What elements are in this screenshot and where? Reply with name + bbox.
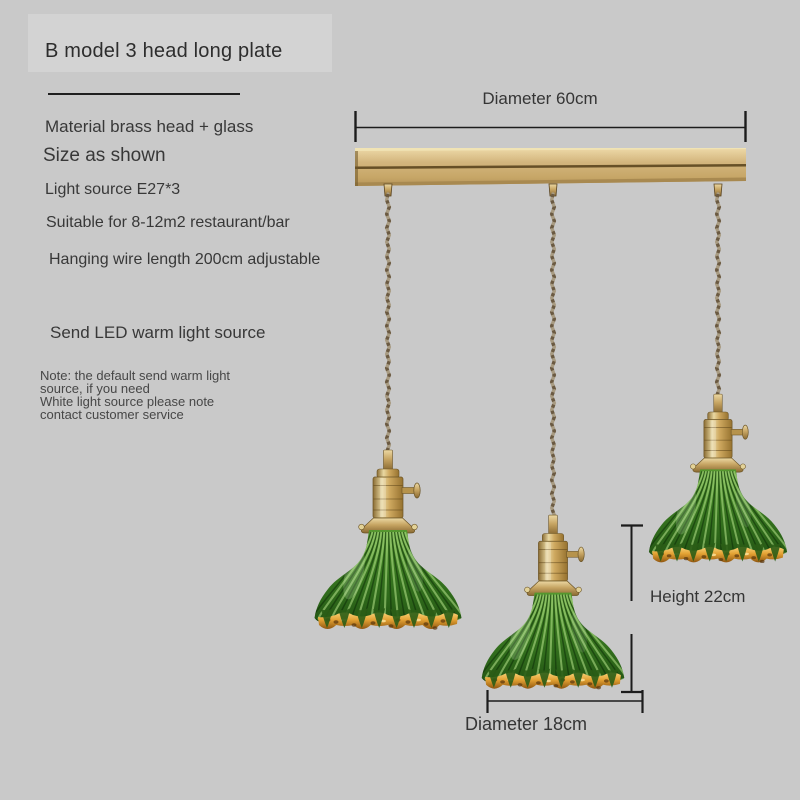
- collar-screw: [525, 587, 530, 592]
- switch-knob: [578, 547, 584, 562]
- note-line: contact customer service: [40, 407, 184, 422]
- switch-knob-stem: [731, 429, 743, 435]
- socket-body: [704, 420, 732, 459]
- pendant-lamp: [479, 515, 627, 689]
- switch-knob-stem: [402, 488, 415, 494]
- spec-suitable-area: Suitable for 8-12m2 restaurant/bar: [46, 214, 290, 231]
- spec-material: Material brass head + glass: [45, 117, 254, 136]
- spec-led-included: Send LED warm light source: [50, 323, 266, 342]
- plate-left-edge: [355, 151, 358, 186]
- ceiling-plate: [355, 148, 746, 186]
- switch-knob: [742, 425, 748, 439]
- socket-body: [538, 541, 567, 581]
- socket-cap: [708, 412, 729, 420]
- spec-size: Size as shown: [43, 145, 166, 166]
- collar-screw: [690, 464, 695, 469]
- note-line: Note: the default send warm light: [40, 368, 231, 383]
- collar-screw: [740, 464, 745, 469]
- switch-knob: [414, 483, 420, 498]
- shade-height-label: Height 22cm: [650, 587, 746, 606]
- product-title: B model 3 head long plate: [45, 40, 283, 62]
- collar-screw: [576, 587, 581, 592]
- plate-width-dimension-line: [355, 111, 746, 142]
- collar-screw: [412, 524, 418, 530]
- spec-wire-length: Hanging wire length 200cm adjustable: [49, 251, 321, 268]
- note-line: source, if you need: [40, 381, 150, 396]
- plate-width-label: Diameter 60cm: [482, 89, 598, 108]
- shade-diameter-label: Diameter 18cm: [465, 714, 588, 734]
- spec-light-source: Light source E27*3: [45, 181, 181, 198]
- pendant-lamp: [647, 394, 790, 563]
- switch-knob-stem: [567, 551, 580, 557]
- socket-nipple: [714, 394, 722, 413]
- shade-diameter-dimension-line: [487, 690, 643, 713]
- note-line: White light source please note: [40, 394, 215, 409]
- socket-body: [373, 477, 403, 518]
- collar-screw: [359, 524, 365, 530]
- shade-height-dimension-line: [621, 525, 643, 692]
- socket-cap: [377, 469, 399, 478]
- socket-nipple: [384, 450, 393, 470]
- socket-nipple: [549, 515, 558, 534]
- pendant-lamp: [312, 450, 464, 630]
- socket-cap: [542, 533, 563, 542]
